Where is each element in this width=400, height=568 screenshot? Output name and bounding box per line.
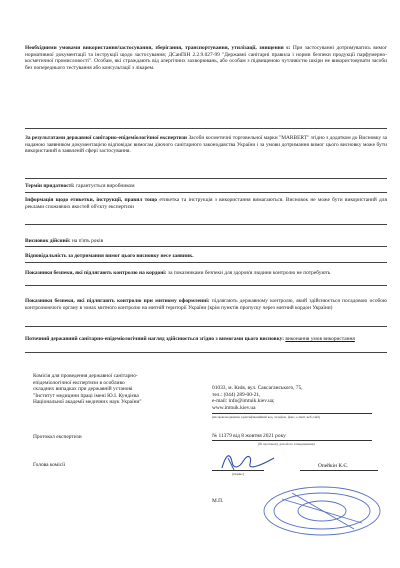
protocol-value: № 11379 від 8 жовтня 2021 року [212,433,286,439]
seal-label: М.П. [212,498,224,504]
supervision-section [25,336,387,343]
responsibility-section [25,253,387,260]
validity-section [25,238,387,245]
divider [25,246,387,247]
customs-control-text: підлягають державному контролю, який здійснюється посадовою особою контролюючого органу в зонах митного контролю на митній території України (крім пунктів пропуску через митний кордон України) [25,298,387,311]
labeling-label: Інформація щодо етикетки, інструкції, правил тощо [25,197,158,203]
divider [25,326,387,327]
results-section [25,135,387,155]
head-label: Голова комісії [33,462,66,468]
supervision-label: Поточний державний санітарно-епідеміологічний нагляд здійснюється згідно з вимогами цього висновку: [25,336,285,342]
results-label: За результатами державної санітарно-епідеміологічної експертизи [25,135,188,141]
address-caption: (місцезнаходження, ідентифікаційний код, телефон, факс, e-mail, веб-сайт) [212,415,321,419]
commission-line: "Інститут медицини праці імені Ю.І. Кундієва [33,392,139,399]
commission-line: епідеміологічної експертизи в особливо [33,379,125,386]
labeling-section [25,197,387,210]
responsibility-text: Відповідальність за дотримання вимог цього висновку несе заявник. [25,253,194,259]
border-control-section [25,270,387,277]
head-name-underline [300,470,378,471]
address-line: e-mail: info@imtuik.kiev.ua; [212,398,275,404]
supervision-text: виконання умов використання [285,336,355,342]
divider [25,285,387,286]
conditions-section [25,45,387,71]
official-stamp [262,485,382,537]
customs-control-section [25,298,387,311]
protocol-label: Протокол експертизи [33,434,82,440]
divider [25,192,387,193]
divider [25,178,387,179]
address-line: www.imtuik.kiev.ua [212,404,256,411]
validity-text: на п'ять років [71,238,104,244]
commission-line: складних випадках при державній установі [33,386,133,392]
address-underline [212,413,372,414]
conditions-text: При застосуванні дотримуватись вимог нормативної документації та інструкції щодо застосування; ДСанПіН 2.2.9.027-99 "Державні санітарні правила і норми безпеки продукції парфумерно-косметичної промисловості". Особам, які страждають від алергічних захворювань, або особам з підвищеною чутливістю шкіри не використовувати засоби без попереднього тестування або консультації з лікарем. [25,45,387,71]
shelf-life-section [25,183,387,190]
divider [25,262,387,263]
commission-line: Національної академії медичних наук України" [33,399,142,405]
validity-label: Висновок дійсний: [25,238,71,244]
signature-caption: (підпис) [232,472,244,476]
border-control-label: Показники безпеки, які підлягають контролю на кордоні: [25,270,167,276]
results-text: Засоби косметичні торговельної марки "MARBERT" згідно з додатком до Висновку за наданою заявником документацією відповідає вимогам діючого санітарного законодавства України і за умови дотримання вимог цього висновку може бути використаний в заявленій сфері застосування. [25,135,387,154]
commission-block [33,373,193,406]
divider [25,352,387,353]
border-control-text: за показниками безпеки для здоров'я людини контролю не потребують [167,270,331,276]
address-block [212,385,372,411]
protocol-underline [212,440,372,441]
shelf-life-label: Термін придатності: [25,183,75,189]
head-name: Опейкін К.Є. [318,463,349,469]
address-line: тел.: (044) 289-00-21, [212,391,261,398]
shelf-life-text: гарантується виробником [75,183,135,189]
customs-control-label: Показники безпеки, які підлягають контролю при митному оформленні: [25,298,210,304]
signature [218,448,278,474]
commission-line: Комісія для проведення державної санітарно- [33,373,138,379]
divider [25,128,387,129]
labeling-text: етикетка та інструкція з використання вимагаються. Висновок не може бути використаний для реклами споживчих якостей об'єкту експертизи [25,197,387,210]
address-line: 01033, м. Київ, вул. Саксаганського, 75, [212,385,303,391]
protocol-caption: (№ протоколу, дата його затвердження) [258,442,315,446]
divider [25,224,387,225]
conditions-label: Необхідними умовами використання/застосування, зберігання, транспортування, утилізації, знищення є: [25,45,291,51]
